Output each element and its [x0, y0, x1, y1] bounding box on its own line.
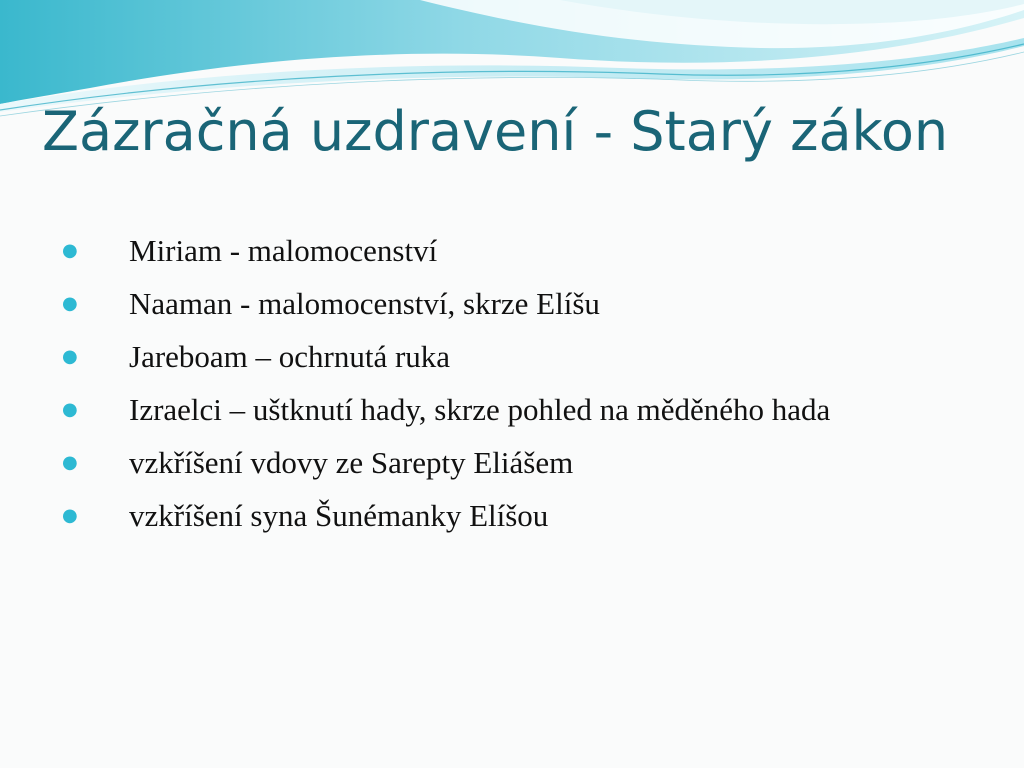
bullet-dot-icon: ● [62, 399, 78, 420]
bullet-dot-icon: ● [62, 240, 78, 261]
bullet-dot-icon: ● [62, 505, 78, 526]
list-item [0, 334, 1000, 379]
list-item-text: vzkříšení syna Šunémanky Elíšou [129, 498, 549, 533]
list-item [0, 493, 1000, 538]
bullet-dot-icon: ● [62, 346, 78, 367]
slide-title: Zázračná uzdravení - Starý zákon [42, 100, 949, 163]
bullet-dot-icon: ● [62, 452, 78, 473]
bullet-dot-icon: ● [62, 293, 78, 314]
list-item-text: Miriam - malomocenství [129, 233, 438, 268]
list-item [0, 387, 1000, 432]
bullet-list [0, 228, 1000, 546]
list-item-text: Izraelci – uštknutí hady, skrze pohled na měděného hada [129, 392, 831, 427]
list-item-text: Jareboam – ochrnutá ruka [129, 339, 451, 374]
list-item [0, 440, 1000, 485]
list-item-text: vzkříšení vdovy ze Sarepty Eliášem [129, 445, 574, 480]
list-item [0, 281, 1000, 326]
list-item-text: Naaman - malomocenství, skrze Elíšu [129, 286, 600, 321]
list-item [0, 228, 1000, 273]
